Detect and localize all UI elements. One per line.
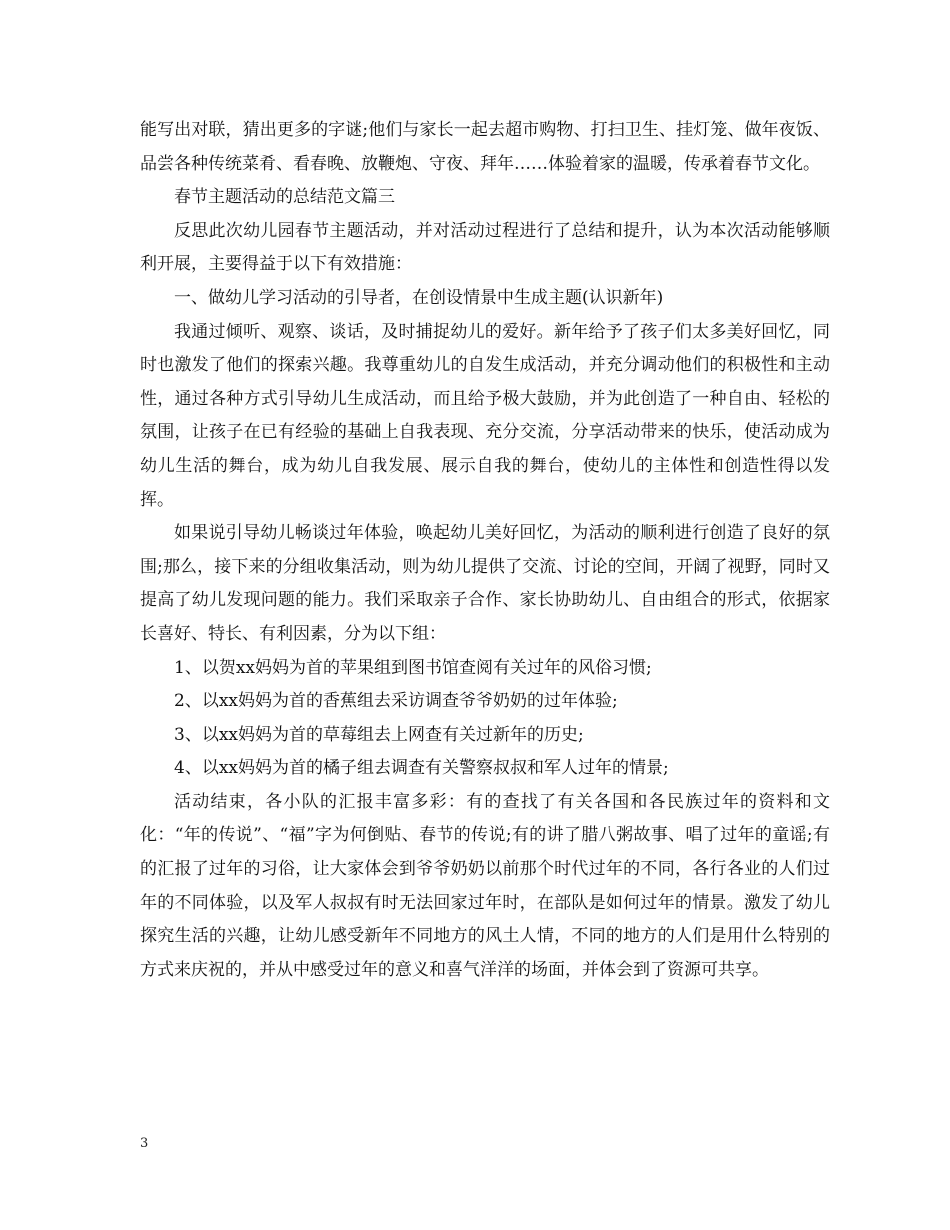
paragraph-group-activity: 如果说引导幼儿畅谈过年体验，唤起幼儿美好回忆，为活动的顺利进行创造了良好的氛围;那么，接下来的分组收集活动，则为幼儿提供了交流、讨论的空间，开阔了视野，同时又提高了幼儿发现问题的能力。我们采取亲子合作、家长协助幼儿、自由组合的形式，依据家长喜好、特长、有利因素，分为以下组： xyxy=(140,523,830,644)
paragraph-reflection: 反思此次幼儿园春节主题活动，并对活动过程进行了总结和提升，认为本次活动能够顺利开展，主要得益于以下有效措施： xyxy=(140,220,830,275)
paragraph-results: 活动结束，各小队的汇报丰富多彩：有的查找了有关各国和各民族过年的资料和文化：“年的传说”、“福”字为何倒贴、春节的传说;有的讲了腊八粥故事、唱了过年的童谣;有的汇报了过年的习俗，让大家体会到爷爷奶奶以前那个时代过年的不同，各行各业的人们过年的不同体验，以及军人叔叔有时无法回家过年时，在部队是如何过年的情景。激发了幼儿探究生活的兴趣，让幼儿感受新年不同地方的风土人情，不同的地方的人们是用什么特别的方式来庆祝的，并从中感受过年的意义和喜气洋洋的场面，并体会到了资源可共享。 xyxy=(140,791,830,980)
paragraph-observation: 我通过倾听、观察、谈话，及时捕捉幼儿的爱好。新年给予了孩子们太多美好回忆，同时也激发了他们的探索兴趣。我尊重幼儿的自发生成活动，并充分调动他们的积极性和主动性，通过各种方式引导幼儿生成活动，而且给予极大鼓励，并为此创造了一种自由、轻松的氛围，让孩子在已有经验的基础上自我表现、充分交流，分享活动带来的快乐，使活动成为幼儿生活的舞台，成为幼儿自我发展、展示自我的舞台，使幼儿的主体性和创造性得以发挥。 xyxy=(140,321,830,510)
paragraph-continuation: 能写出对联，猜出更多的字谜;他们与家长一起去超市购物、打扫卫生、挂灯笼、做年夜饭、品尝各种传统菜肴、看春晚、放鞭炮、守夜、拜年……体验着家的温暖，传承着春节文化。 xyxy=(140,120,830,174)
document-body xyxy=(140,114,830,987)
page-number: 3 xyxy=(140,1136,149,1151)
subheading-guide: 一、做幼儿学习活动的引导者，在创设情景中生成主题(认识新年) xyxy=(174,287,664,308)
list-item: 2、以xx妈妈为首的香蕉组去采访调查爷爷奶奶的过年体验; xyxy=(174,691,618,712)
list-item: 3、以xx妈妈为首的草莓组去上网查有关过新年的历史; xyxy=(174,724,584,745)
list-item: 1、以贺xx妈妈为首的苹果组到图书馆查阅有关过年的风俗习惯; xyxy=(174,657,652,678)
section-heading: 春节主题活动的总结范文篇三 xyxy=(174,187,395,208)
list-item: 4、以xx妈妈为首的橘子组去调查有关警察叔叔和军人过年的情景; xyxy=(174,758,669,779)
